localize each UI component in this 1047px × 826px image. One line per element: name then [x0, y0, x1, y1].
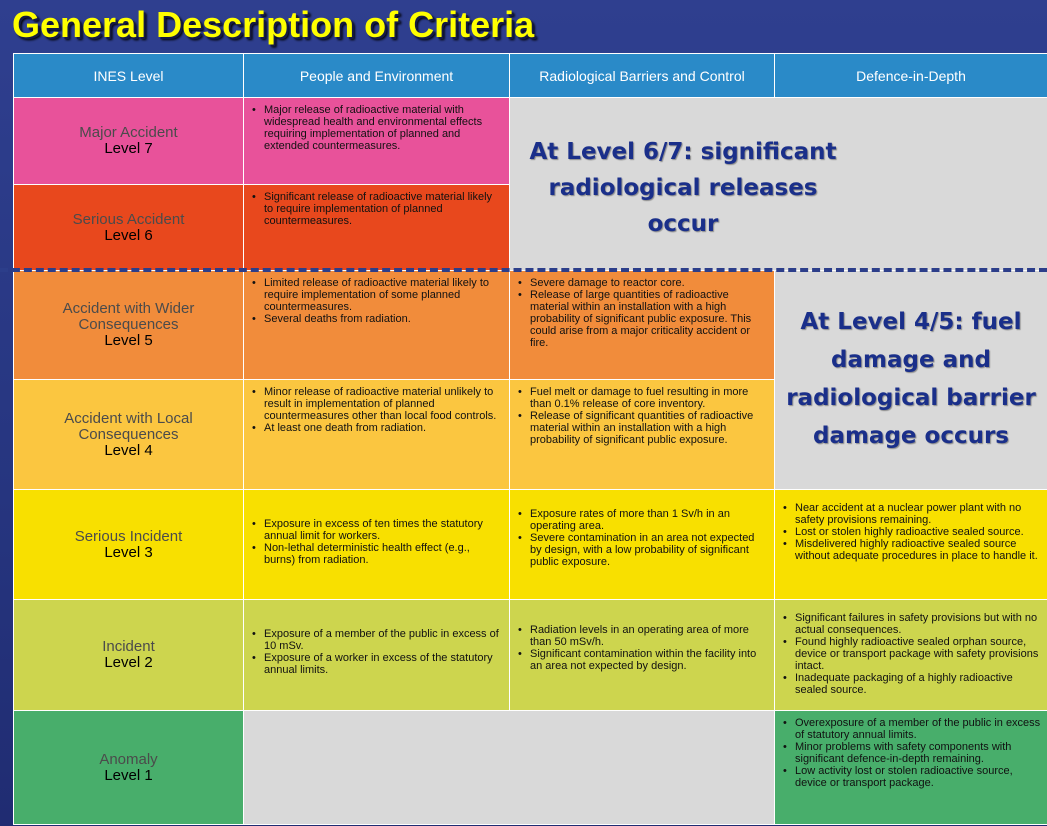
level-1-cell: [14, 711, 244, 825]
level-3-row: [14, 490, 1047, 600]
slide-title: General Description of Criteria: [12, 4, 535, 45]
level-4-people-cell: [244, 380, 510, 490]
level-7-name: Major Accident: [79, 124, 178, 141]
level-2-name: Incident: [102, 638, 155, 655]
header-radiological-barriers: Radiological Barriers and Control: [510, 54, 775, 98]
level-4-number: Level 4: [104, 441, 153, 459]
level-5-barriers-list: [510, 271, 774, 349]
ines-criteria-table: [13, 53, 1047, 825]
level-2-barriers-list: [510, 600, 774, 672]
level-3-number: Level 3: [104, 543, 153, 561]
criteria-item: • Release of large quantities of radioactive material within an installation with a high probability of significant public exposure. This could arise from a major criticality accident or fire.: [530, 289, 768, 349]
criteria-item: • Significant release of radioactive material likely to require implementation of planned countermeasures.: [264, 191, 503, 227]
level-3-barriers-list: [510, 490, 774, 568]
header-people-environment: People and Environment: [244, 54, 510, 98]
criteria-item: • Exposure rates of more than 1 Sv/h in an operating area.: [530, 508, 768, 532]
criteria-item: • Exposure in excess of ten times the statutory annual limit for workers.: [264, 518, 503, 542]
level-4-people-list: [244, 380, 509, 434]
level-1-name: Anomaly: [99, 750, 158, 768]
criteria-item: • Limited release of radioactive material likely to require implementation of some planned countermeasures.: [264, 277, 503, 313]
criteria-item: • Exposure of a member of the public in excess of 10 mSv.: [264, 628, 503, 652]
level-2-row: [14, 600, 1047, 711]
header-ines-level: INES Level: [14, 54, 244, 98]
level-3-people-list: [244, 490, 509, 566]
level-1-empty-cell: [244, 711, 775, 825]
level-7-number: Level 7: [104, 140, 153, 157]
level-7-cell: [14, 98, 244, 185]
level-4-name: Accident with Local Consequences: [64, 409, 193, 443]
criteria-item: • Severe contamination in an area not expected by design, with a low probability of significant public exposure.: [530, 532, 768, 568]
level-5-number: Level 5: [104, 332, 153, 349]
level-1-row: [14, 711, 1047, 825]
criteria-item: • Lost or stolen highly radioactive sealed source.: [795, 526, 1041, 538]
criteria-item: • Overexposure of a member of the public in excess of statutory annual limits.: [795, 717, 1041, 741]
criteria-item: • Several deaths from radiation.: [264, 313, 503, 325]
level-3-defence-list: [775, 490, 1047, 562]
level-6-number: Level 6: [104, 226, 153, 244]
criteria-item: • Significant contamination within the facility into an area not expected by design.: [530, 648, 768, 672]
level-5-row: [14, 271, 1047, 380]
level-3-cell: [14, 490, 244, 600]
level-2-people-cell: [244, 600, 510, 711]
level-6-people-list: [244, 185, 509, 227]
criteria-item: • Misdelivered highly radioactive sealed source without adequate procedures in place to handle it.: [795, 538, 1041, 562]
level-5-name: Accident with Wider Consequences: [62, 300, 195, 333]
level-5-people-list: [244, 271, 509, 325]
level-5-people-cell: [244, 271, 510, 380]
criteria-item: • Release of significant quantities of radioactive material within an installation with a high probability of significant public exposure.: [530, 410, 768, 446]
level-6-name: Serious Accident: [72, 210, 185, 228]
criteria-item: • Significant failures in safety provisions but with no actual consequences.: [795, 612, 1041, 636]
level-3-people-cell: [244, 490, 510, 600]
level-67-note-cell: [510, 98, 1047, 271]
level-3-name: Serious Incident: [74, 527, 183, 545]
level-45-note-cell: [775, 271, 1047, 490]
header-row: [14, 54, 1047, 98]
criteria-item: • Near accident at a nuclear power plant with no safety provisions remaining.: [795, 502, 1041, 526]
criteria-item: • Non-lethal deterministic health effect (e.g., burns) from radiation.: [264, 542, 503, 566]
level-4-cell: [14, 380, 244, 490]
level-3-defence-cell: [775, 490, 1047, 600]
criteria-item: • Radiation levels in an operating area of more than 50 mSv/h.: [530, 624, 768, 648]
level-boundary-dashed-line: [0, 268, 1047, 272]
criteria-item: • Minor problems with safety components with significant defence-in-depth remaining.: [795, 741, 1041, 765]
level-2-cell: [14, 600, 244, 711]
level-5-barriers-cell: [510, 271, 775, 380]
level-6-cell: [14, 185, 244, 271]
level-2-barriers-cell: [510, 600, 775, 711]
criteria-item: • Severe damage to reactor core.: [530, 277, 768, 289]
criteria-item: • Major release of radioactive material with widespread health and environmental effects requiring implementation of planned and extended countermeasures.: [264, 104, 503, 152]
level-2-people-list: [244, 600, 509, 676]
level-4-barriers-cell: [510, 380, 775, 490]
level-1-defence-list: [775, 711, 1047, 789]
level-7-row: [14, 98, 1047, 185]
criteria-item: • Found highly radioactive sealed orphan source, device or transport package with safety provisions intact.: [795, 636, 1041, 672]
criteria-item: • Exposure of a worker in excess of the statutory annual limits.: [264, 652, 503, 676]
criteria-item: • Minor release of radioactive material unlikely to result in implementation of planned countermeasures other than local food controls.: [264, 386, 503, 422]
level-5-cell: [14, 271, 244, 380]
level-6-people-cell: [244, 185, 510, 271]
level-1-number: Level 1: [104, 766, 153, 784]
level-7-people-cell: [244, 98, 510, 185]
level-2-defence-cell: [775, 600, 1047, 711]
level-2-defence-list: [775, 600, 1047, 696]
level-67-note: At Level 6/7: significant radiological releases occur: [529, 139, 837, 237]
level-2-number: Level 2: [104, 654, 153, 671]
criteria-item: • Inadequate packaging of a highly radioactive sealed source.: [795, 672, 1041, 696]
level-4-barriers-list: [510, 380, 774, 446]
criteria-item: • Fuel melt or damage to fuel resulting in more than 0.1% release of core inventory.: [530, 386, 768, 410]
level-45-note: At Level 4/5: fuel damage and radiological barrier damage occurs: [786, 309, 1036, 449]
criteria-item: • At least one death from radiation.: [264, 422, 503, 434]
header-defence-in-depth: Defence-in-Depth: [775, 54, 1047, 98]
level-1-defence-cell: [775, 711, 1047, 825]
level-7-people-list: [244, 98, 509, 152]
level-3-barriers-cell: [510, 490, 775, 600]
criteria-item: • Low activity lost or stolen radioactive source, device or transport package.: [795, 765, 1041, 789]
